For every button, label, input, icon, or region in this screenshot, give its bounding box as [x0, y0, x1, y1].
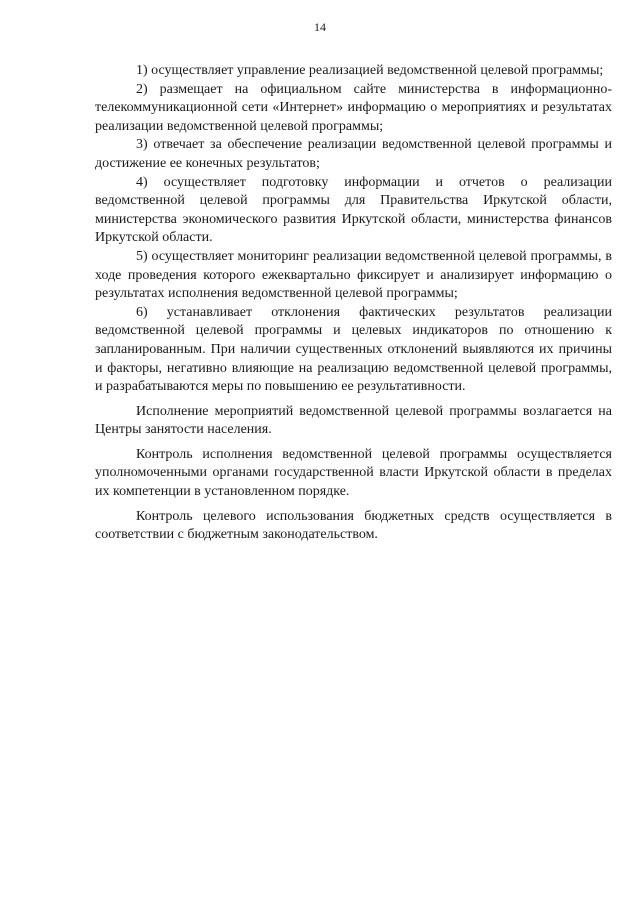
- page-number: 14: [314, 20, 326, 34]
- paragraph-item-2: 2) размещает на официальном сайте министерства в информационно-телекоммуникационной сети «Интернет» информацию о мероприятиях и результатах реализации ведомственной целевой программы;: [95, 81, 612, 134]
- paragraph-item-4: 4) осуществляет подготовку информации и отчетов о реализации ведомственной целевой программы для Правительства Иркутской области, министерства экономического развития Иркутской области, министерства финансов Иркутской области.: [95, 174, 612, 246]
- paragraph-execution: Исполнение мероприятий ведомственной целевой программы возлагается на Центры занятости населения.: [95, 403, 612, 438]
- paragraph-item-1: 1) осуществляет управление реализацией ведомственной целевой программы;: [136, 63, 604, 78]
- paragraph-item-6: 6) устанавливает отклонения фактических результатов реализации ведомственной целевой программы и целевых индикаторов по отношению к запланированным. При наличии существенных отклонений выявляются их причины и факторы, негативно влияющие на реализацию ведомственной целевой программы, и разрабатываются меры по повышению ее результативности.: [95, 304, 612, 395]
- paragraph-item-5: 5) осуществляет мониторинг реализации ведомственной целевой программы, в ходе проведения которого ежеквартально фиксирует и анализирует информацию о результатах исполнения ведомственной целевой программы;: [95, 248, 612, 302]
- paragraph-control-budget: Контроль целевого использования бюджетных средств осуществляется в соответствии с бюджетным законодательством.: [95, 508, 612, 543]
- paragraph-item-3: 3) отвечает за обеспечение реализации ведомственной целевой программы и достижение ее конечных результатов;: [95, 137, 612, 171]
- paragraph-control-execution: Контроль исполнения ведомственной целевой программы осуществляется уполномоченными органами государственной власти Иркутской области в пределах их компетенции в установленном порядке.: [95, 446, 612, 500]
- document-body: [95, 62, 612, 545]
